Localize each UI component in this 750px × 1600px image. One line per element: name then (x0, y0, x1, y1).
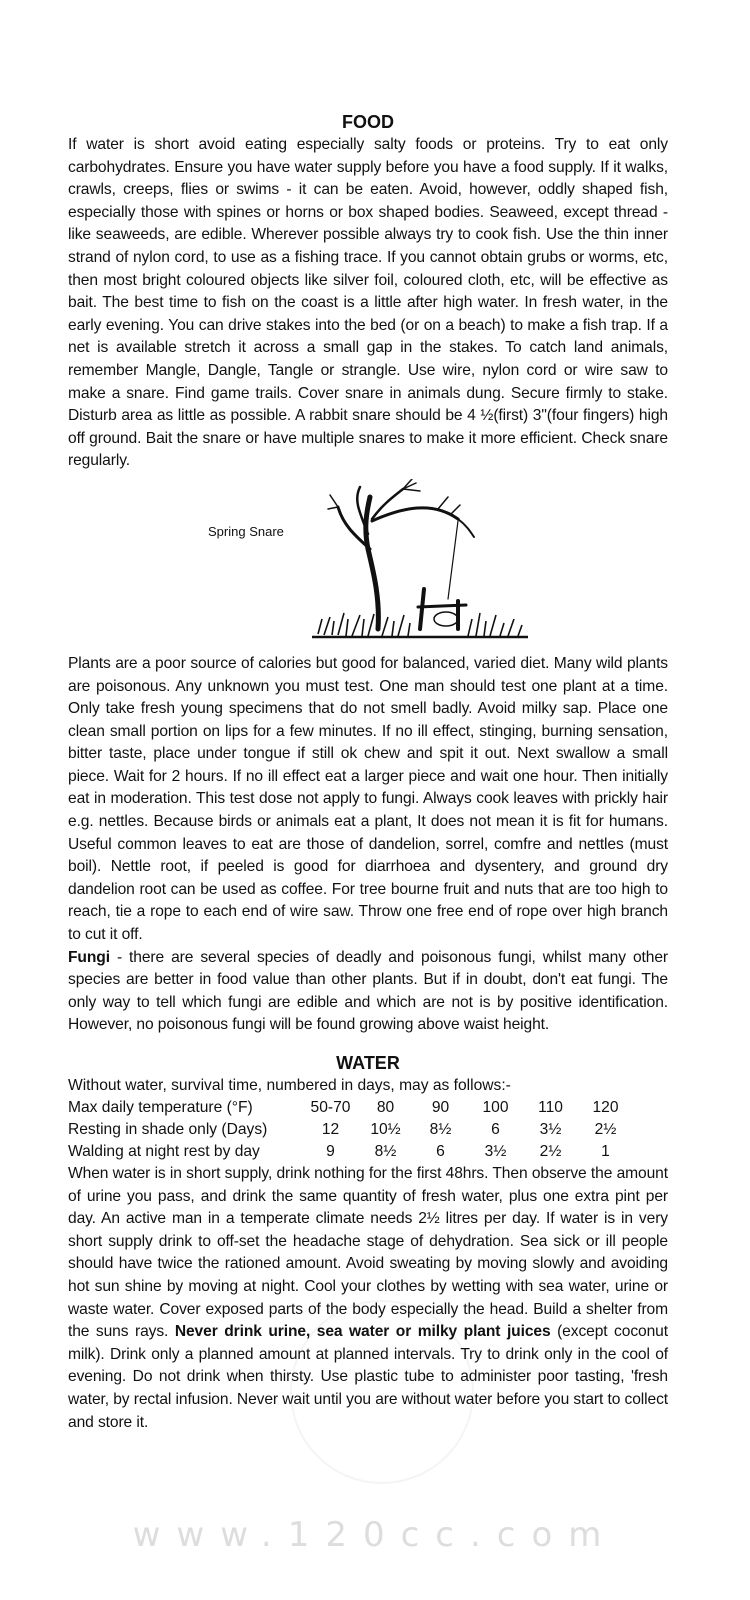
table-cell: 8½ (429, 1121, 452, 1138)
temp-cell: 100 (482, 1099, 509, 1116)
fungi-text: - there are several species of deadly and poisonous fungi, whilst many other species are better in food value than other plants. But if in doubt, don't eat fungi. The only way to tell which fungi are edible and which are not is by positive identification. However, no poisonous fungi will be found growing above waist height. (68, 948, 668, 1034)
water-text-b: (except coconut milk). Drink only a planned amount at planned intervals. Try to drink only in the cool of evening. Do not drink when thirsty. Use plastic tube to administer poor tasting, 'fresh water, by rectal infusion. Never wait until you are without water before you start to collect and store it. (68, 1323, 669, 1431)
table-cell: 12 (321, 1121, 340, 1138)
food-paragraph-1: If water is short avoid eating especially salty foods or proteins. Try to eat only carbohydrates. Ensure you have water supply before you have a food supply. If it walks, crawls, creeps, flies or swims - it can be eaten. Avoid, however, oddly shaped fish, especially those with spines or horns or box shaped bodies. Seaweed, except thread - like seaweeds, are edible. Wherever possible always try to cook fish. Use the thin inner strand of nylon cord, to use as a fishing trace. If you cannot obtain grubs or worms, etc, then most bright coloured objects like silver foil, coloured cloth, etc, will be effective as bait. The best time to fish on the coast is a little after high water. In fresh water, in the early evening. You can drive stakes into the bed (or on a beach) to make a fish trap. If a net is available stretch it across a small gap in the stakes. To catch land animals, remember Mangle, Dangle, Tangle or strangle. Use wire, nylon cord or wire saw to make a snare. Find game trails. Cover snare in animals dung. Secure firmly to stake. Disturb area as little as possible. A rabbit snare should be 4 ½(first) 3"(four fingers) high off ground. Bait the snare or have multiple snares to make it more efficient. Check snare regularly. (68, 136, 668, 470)
table-cell: 2½ (594, 1121, 617, 1138)
table-cell: 3½ (484, 1143, 507, 1160)
spring-snare-figure (68, 479, 668, 649)
table-row (68, 1141, 633, 1163)
watermark-text: www.120cc.com (132, 1515, 618, 1555)
water-paragraph (68, 1163, 668, 1434)
table-cell: 9 (326, 1143, 335, 1160)
row-label: Walding at night rest by day (68, 1143, 260, 1160)
food-heading: FOOD (342, 112, 394, 132)
survival-table (68, 1097, 633, 1163)
fungi-label: Fungi (68, 948, 110, 966)
page-content (68, 110, 668, 1434)
table-header-row (68, 1097, 633, 1119)
table-cell: 2½ (539, 1143, 562, 1160)
water-warning: Never drink urine, sea water or milky plant juices (174, 1323, 551, 1341)
water-intro: Without water, survival time, numbered in days, may as follows:- (68, 1077, 511, 1094)
water-heading: WATER (336, 1053, 400, 1073)
table-cell: 10½ (370, 1121, 401, 1138)
food-paragraph-2: Plants are a poor source of calories but good for balanced, varied diet. Many wild plants are poisonous. Any unknown you must test. One man should test one plant at a time. Only take fresh young specimens that do not smell badly. Avoid milky sap. Place one clean small portion on lips for a few minutes. If no ill effect, stinging, burning sensation, bitter taste, place under tongue if still ok chew and spit it out. Next swallow a small piece. Wait for 2 hours. If no ill effect eat a larger piece and wait one hour. Then initially eat in moderation. This test dose not apply to fungi. Always cook leaves with prickly hair e.g. nettles. Because birds or animals eat a plant, It does not mean it is fit for humans. Useful common leaves to eat are those of dandelion, sorrel, comfre and nettles (must boil). Nettle root, if peeled is good for diarrhoea and dysentery, and ground dry dandelion root can be used as coffee. For tree bourne fruit and nuts that are too high to reach, tie a rope to each end of wire saw. Throw one free end of rope over high branch to cut it off. (68, 654, 668, 944)
table-row (68, 1119, 633, 1141)
spring-snare-illustration (308, 479, 538, 649)
row-label: Resting in shade only (Days) (68, 1121, 268, 1138)
table-header-label: Max daily temperature (°F) (68, 1099, 253, 1116)
fungi-paragraph (68, 947, 668, 1037)
table-cell: 3½ (539, 1121, 562, 1138)
temp-cell: 90 (431, 1099, 450, 1116)
table-cell: 6 (436, 1143, 445, 1160)
water-text-a: When water is in short supply, drink nothing for the first 48hrs. Then observe the amount of urine you pass, and drink the same quantity of fresh water, plus one extra pint per day. An active man in a temperate climate needs 2½ litres per day. If water is in very short supply drink to off-set the headache stage of dehydration. Sea sick or ill people should have twice the rationed amount. Avoid sweating by moving slowly and avoiding hot sun shine by moving at night. Cool your clothes by wetting with sea water, urine or waste water. Cover exposed parts of the body especially the head. Build a shelter from the suns rays. (68, 1165, 668, 1341)
table-cell: 6 (491, 1121, 500, 1138)
table-cell: 1 (601, 1143, 610, 1160)
table-cell: 8½ (374, 1143, 397, 1160)
figure-caption: Spring Snare (208, 523, 284, 539)
temp-cell: 120 (592, 1099, 619, 1116)
temp-cell: 50-70 (310, 1099, 351, 1116)
temp-cell: 110 (538, 1099, 563, 1116)
temp-cell: 80 (376, 1099, 395, 1116)
